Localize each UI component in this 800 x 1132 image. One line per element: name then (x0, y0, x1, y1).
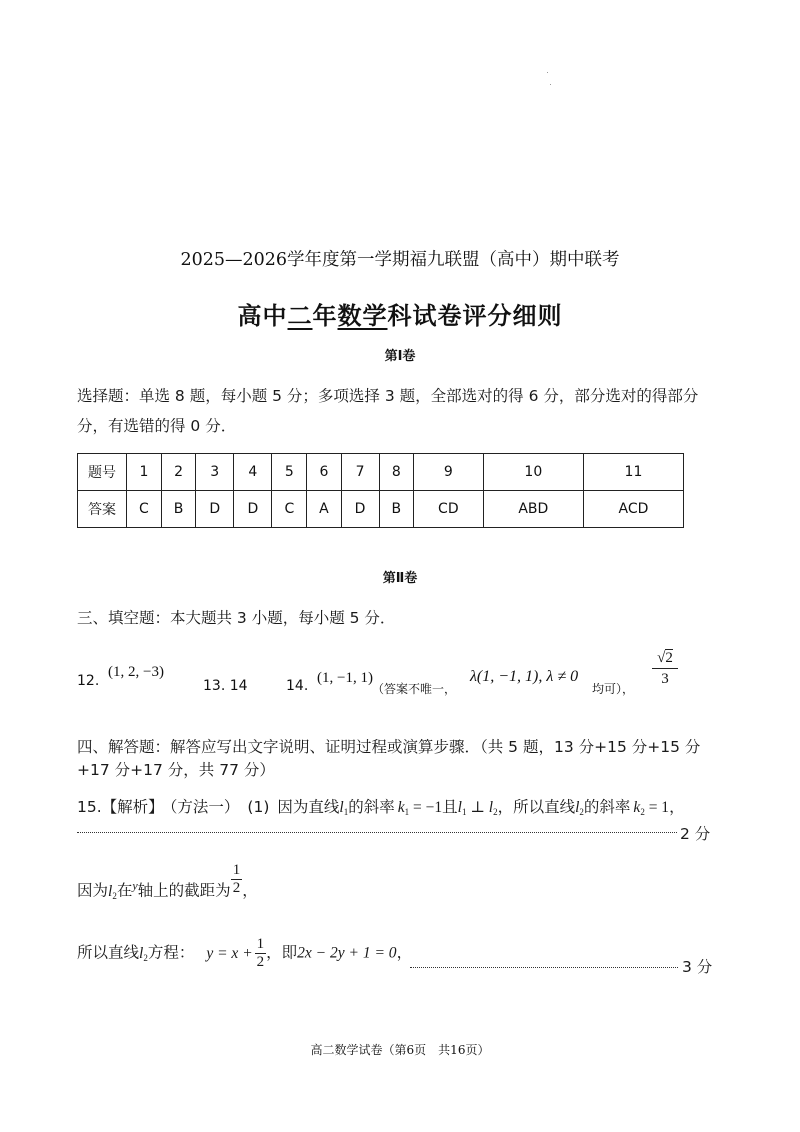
answer-cell: D (196, 491, 234, 528)
q14-answer: (1, −1, 1) (317, 670, 373, 686)
fraction-denominator: 3 (661, 671, 669, 687)
solve-intro-line2: +17 分+17 分，共 77 分） (77, 761, 275, 779)
perp-l1: $l_1$ (457, 799, 467, 817)
question-number: 5 (272, 454, 307, 491)
q14-number: 14. (286, 678, 309, 694)
answer-table (77, 453, 684, 528)
answer-cell: C (272, 491, 307, 528)
line-l2: $l_2$ (575, 799, 584, 817)
question-number: 8 (379, 454, 413, 491)
question-number: 10 (483, 454, 583, 491)
sqrt-fraction (652, 648, 678, 689)
perp-l2: $l_2$ (484, 799, 498, 817)
question-number: 4 (234, 454, 272, 491)
sqrt-icon: √ (657, 650, 666, 666)
line-l2: $l_2$ (108, 882, 117, 901)
dotted-leader (410, 967, 678, 968)
answer-cell: B (161, 491, 195, 528)
q12-answer: (1, 2, −3) (108, 664, 164, 680)
question-number: 6 (307, 454, 341, 491)
slope-k2: $k_2 = 1$ (633, 799, 670, 817)
q15-line1: 15.【解析】 （方法一） (1) 因为直线$l_1$的斜率 $k_1 = -1$且$l_1$ ⊥ $l_2$，所以直线$l_2$的斜率 $k_2 = 1$， (77, 798, 685, 817)
table-row-numbers (78, 454, 684, 491)
question-number: 3 (196, 454, 234, 491)
volume-1-heading: 第Ⅰ卷 (384, 349, 416, 364)
volume-2-heading: 第Ⅱ卷 (382, 571, 418, 586)
choice-intro-line2: 分，有选错的得 0 分． (77, 417, 237, 435)
question-number: 11 (583, 454, 683, 491)
q15-label: 15.【解析】 (77, 798, 164, 816)
q15-line3: 所以直线$l_2$方程： y = x + $\frac{1}{2}$ ，即2x − 2y + 1 = 0， (77, 936, 413, 970)
choice-intro-line1: 选择题：单选 8 题，每小题 5 分；多项选择 3 题，全部选对的得 6 分，部分选对的得部分 (77, 387, 699, 405)
row-label-answer: 答案 (78, 491, 127, 528)
perp-icon: ⊥ (470, 799, 485, 816)
answer-cell: C (127, 491, 162, 528)
question-number: 2 (161, 454, 195, 491)
score-3: 3 分 (682, 958, 713, 976)
q13-answer: 13. 14 (203, 678, 248, 694)
q14-note-start: （答案不唯一， (372, 682, 457, 696)
fraction-numerator: √2 (652, 648, 678, 669)
equation-1: y = x + (206, 944, 253, 962)
intercept-fraction: $\frac{1}{2}$ (232, 862, 241, 896)
score-2: 2 分 (680, 825, 711, 843)
line-l2: $l_2$ (139, 944, 148, 963)
axis-y: y (132, 878, 138, 893)
answer-cell: ACD (583, 491, 683, 528)
question-number: 9 (413, 454, 483, 491)
page-title: 高中二年数学科试卷评分细则 (237, 302, 563, 330)
answer-cell: ABD (483, 491, 583, 528)
q15-line2: 因为$l_2$在$^y$轴上的截距为 $\frac{1}{2}$ ， (77, 862, 258, 901)
q14-note-math: λ(1, −1, 1), λ ≠ 0 (470, 668, 579, 685)
answer-cell: A (307, 491, 341, 528)
q12-number: 12. (77, 673, 100, 689)
answer-cell: B (379, 491, 413, 528)
line-l1: $l_1$ (339, 799, 349, 817)
answer-cell: D (341, 491, 379, 528)
fill-intro: 三、填空题：本大题共 3 小题，每小题 5 分． (77, 609, 396, 627)
dotted-leader (77, 832, 677, 833)
answer-cell: CD (413, 491, 483, 528)
q15-method: （方法一） (169, 798, 240, 816)
question-number: 1 (127, 454, 162, 491)
page-footer: 高二数学试卷（第6页 共16页） (310, 1043, 490, 1057)
slope-k1: $k_1 = -1$ (397, 799, 443, 817)
table-row-answers (78, 491, 684, 528)
question-number: 7 (341, 454, 379, 491)
answer-cell: D (234, 491, 272, 528)
q15-part: (1) (247, 798, 270, 816)
exam-subtitle: 2025—2026学年度第一学期福九联盟（高中）期中联考 (180, 250, 620, 270)
solve-intro-line1: 四、解答题：解答应写出文字说明、证明过程或演算步骤．（共 5 题，13 分+15 分+15 分 (77, 738, 701, 756)
equation-fraction: $\frac{1}{2}$ (256, 936, 265, 970)
row-label-number: 题号 (78, 454, 127, 491)
q14-note-end: 均可）， (592, 682, 635, 696)
speck (550, 84, 551, 85)
speck (547, 72, 548, 73)
equation-2: 2x − 2y + 1 = 0 (297, 944, 397, 962)
